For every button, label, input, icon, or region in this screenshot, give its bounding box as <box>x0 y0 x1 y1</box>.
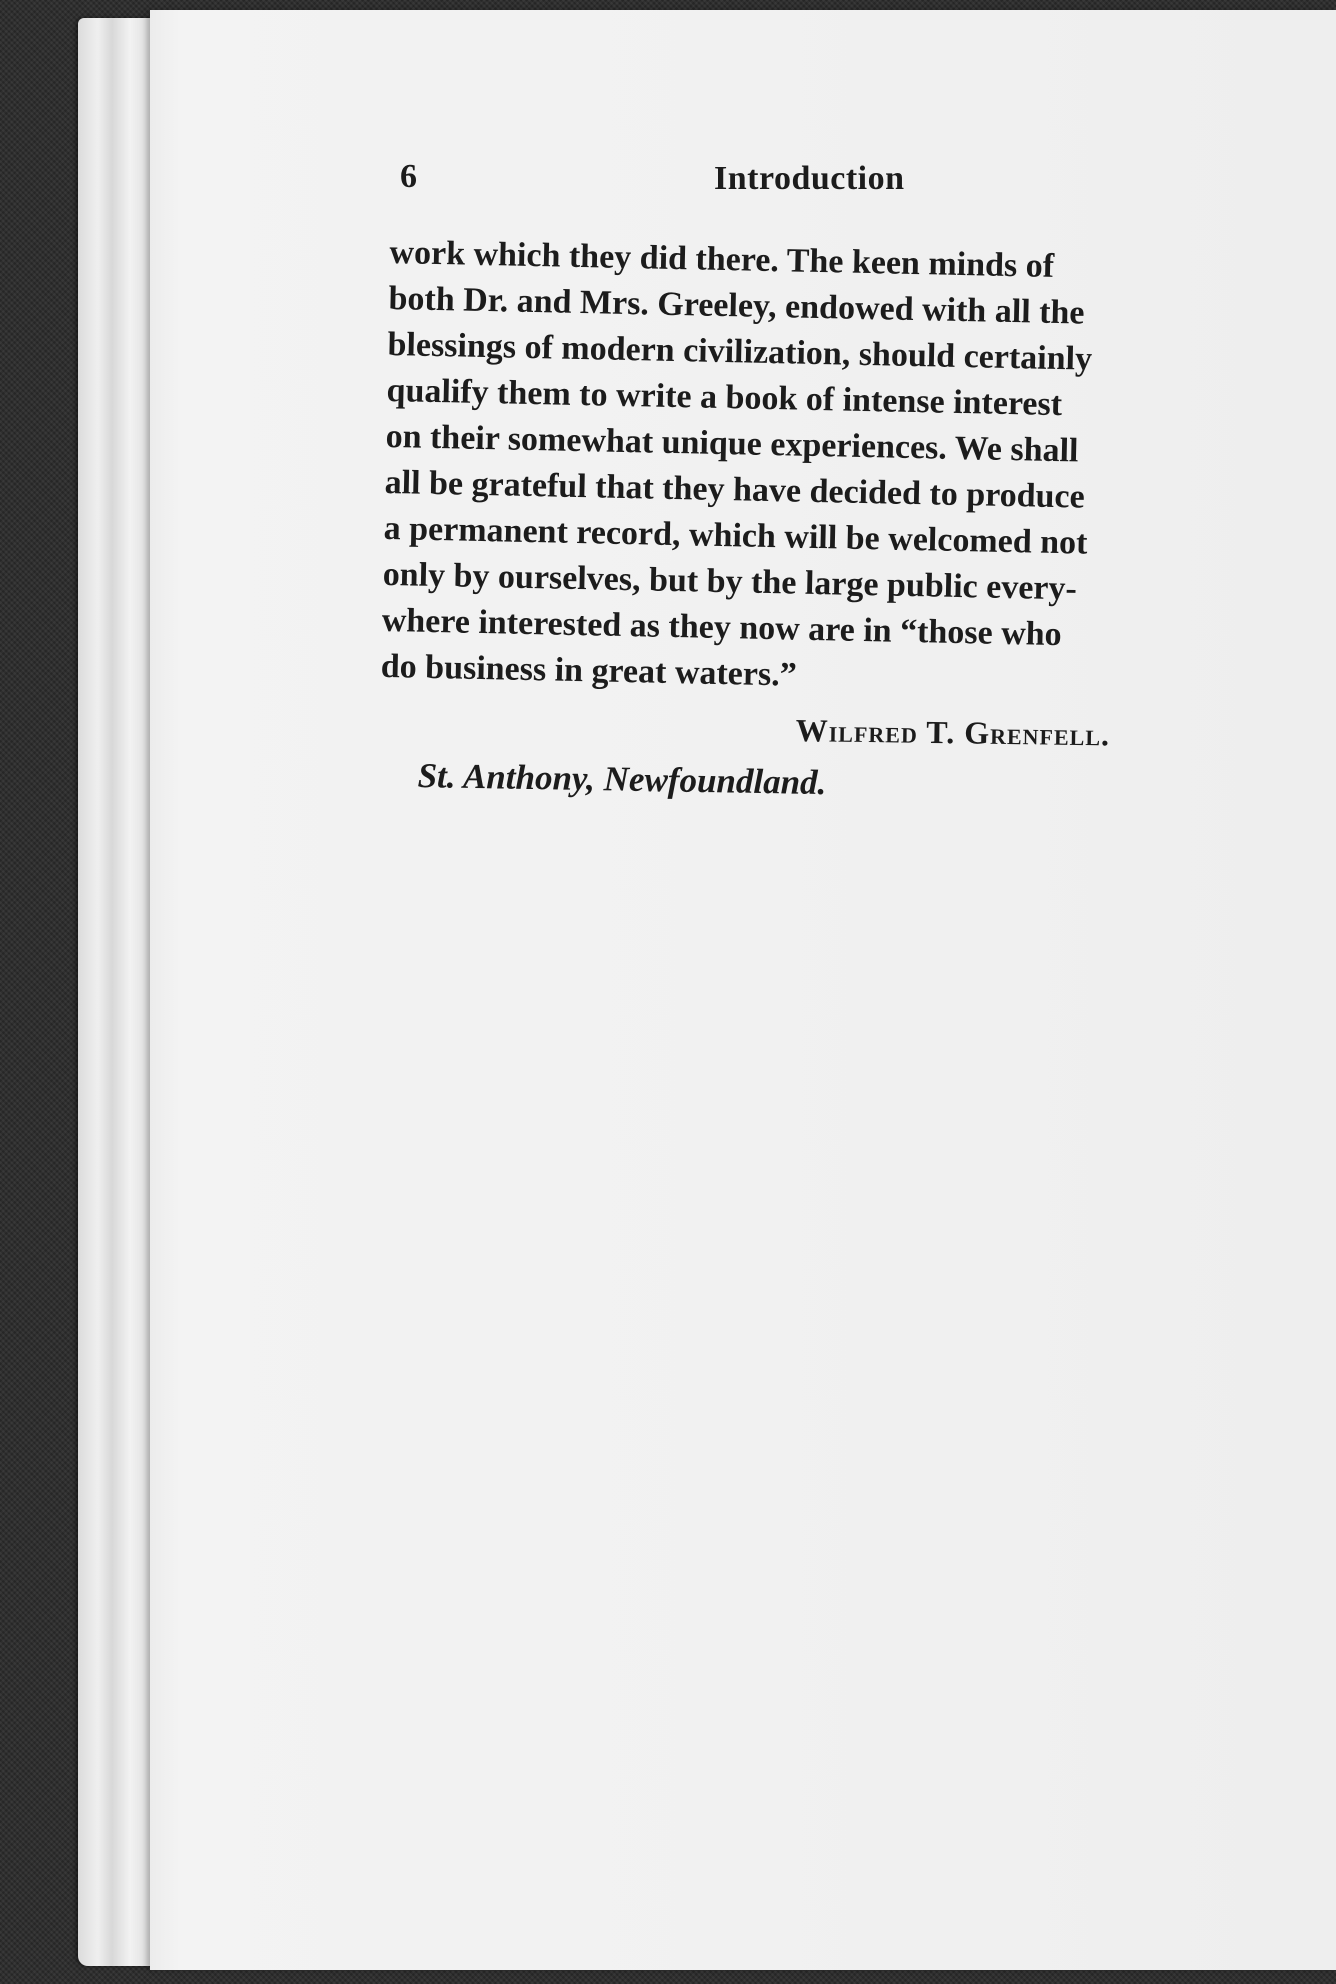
text-line: all be grateful that they have decided to produce <box>384 463 1086 516</box>
text-line: work which they did there. The keen minds of <box>389 233 1055 285</box>
running-head: Introduction <box>714 160 905 197</box>
author-signature: Wilfred T. Grenfell. <box>795 712 1111 753</box>
text-line: qualify them to write a book of intense interest <box>386 371 1063 424</box>
text-line: a permanent record, which will be welcomed not <box>383 509 1088 562</box>
text-line: where interested as they now are in “those who <box>381 601 1063 654</box>
text-line: on their somewhat unique experiences. We shall <box>385 417 1079 470</box>
text-line: only by ourselves, but by the large public every- <box>382 555 1078 608</box>
text-line: do business in great waters.” <box>380 647 798 694</box>
body-text <box>380 230 1249 708</box>
text-line: blessings of modern civilization, should certainly <box>387 325 1093 378</box>
text-line: both Dr. and Mrs. Greeley, endowed with all the <box>388 279 1085 332</box>
signature-place: St. Anthony, Newfoundland. <box>417 756 827 803</box>
page-number: 6 <box>400 158 417 195</box>
